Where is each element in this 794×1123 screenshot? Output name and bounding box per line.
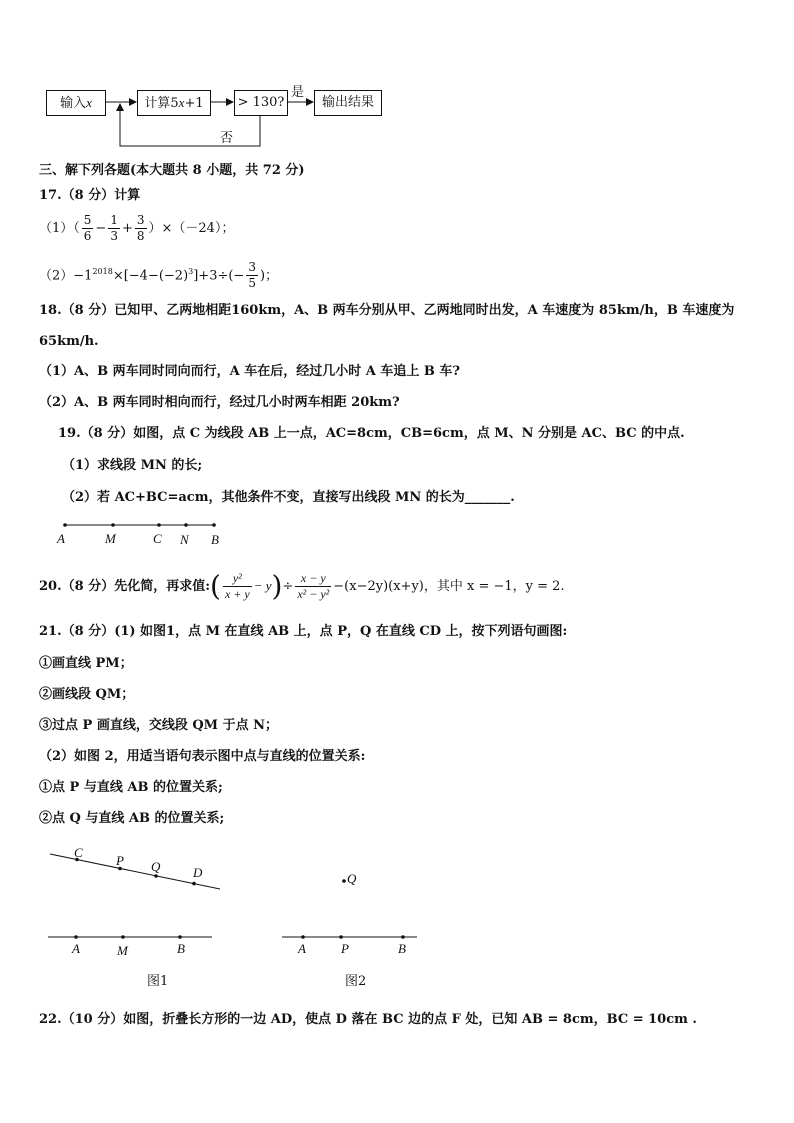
q19-pt-B: B xyxy=(211,532,219,547)
q19-pt-N: N xyxy=(180,532,189,547)
flow-compute-label: 计算5 xyxy=(144,96,179,111)
q20-tail: −(x−2y)(x+y)，其中 x = −1，y = 2. xyxy=(333,579,565,594)
q21-line1: 21.（8 分）(1) 如图1，点 M 在直线 AB 上，点 P，Q 在直线 CD 上，按下列语句画图: xyxy=(39,624,568,639)
q17-frac1-den: 6 xyxy=(83,229,92,243)
fig1-pt-M: M xyxy=(117,943,128,958)
q20-frac2-den: x² − y² xyxy=(297,587,330,601)
q19-pt-A: A xyxy=(57,531,65,546)
q20-frac1-den: x + y xyxy=(224,587,250,601)
q17-frac3-den: 8 xyxy=(136,229,145,243)
fig2-pt-B: B xyxy=(398,941,406,956)
q17-frac1-num: 5 xyxy=(83,213,92,227)
q17-frac2-num: 1 xyxy=(110,213,118,227)
q18-sub1: （1）A、B 两车同时同向而行，A 车在后，经过几小时 A 车追上 B 车? xyxy=(39,364,461,379)
flow-yes-label: 是 xyxy=(291,85,305,100)
q20-expression xyxy=(39,564,565,609)
fig2-pt-A: A xyxy=(298,941,306,956)
q17-frac2-den: 3 xyxy=(110,229,118,243)
q18-line1: 18.（8 分）已知甲、乙两地相距160km，A、B 两车分别从甲、乙两地同时出发，A 车速度为 85km/h，B 车速度为 xyxy=(39,303,735,318)
q18-sub2: （2）A、B 两车同时相向而行，经过几小时两车相距 20km? xyxy=(39,395,400,410)
fig1-pt-Q: Q xyxy=(151,859,161,874)
fig2-caption: 图2 xyxy=(345,974,367,989)
q21-step3: ③过点 P 画直线，交线段 QM 于点 N； xyxy=(39,718,279,733)
q19-segment-figure xyxy=(0,515,300,550)
q19-pt-C: C xyxy=(153,531,162,546)
fig1-pt-C: C xyxy=(74,845,83,860)
q17-part2 xyxy=(39,256,278,292)
flow-compute-var: x xyxy=(178,95,185,110)
q20-paren-open: ( xyxy=(210,569,221,603)
q17-p2-label: （2） xyxy=(39,268,74,284)
flow-compute-tail: +1 xyxy=(184,96,204,111)
q17-p2-frac xyxy=(246,260,258,291)
fig2-pt-Q: Q xyxy=(347,871,357,886)
q19-line1: 19.（8 分）如图，点 C 为线段 AB 上一点，AC=8cm，CB=6cm，点 M、N 分别是 AC、BC 的中点. xyxy=(58,426,685,441)
flow-input-var: x xyxy=(86,95,92,110)
q21-rel1: ①点 P 与直线 AB 的位置关系; xyxy=(39,780,223,795)
q20-frac2-num: x − y xyxy=(295,571,331,587)
q17-p2-d: )； xyxy=(259,268,279,284)
q17-p2-b: ×[−4−(−2) xyxy=(112,268,189,284)
q20-frac2 xyxy=(295,571,331,602)
flow-compare-label: > 130? xyxy=(237,95,285,110)
q17-frac3-num: 3 xyxy=(136,213,145,227)
flow-input-label: 输入 xyxy=(60,96,87,111)
q17-p2-frac-den: 5 xyxy=(248,276,256,291)
fig1-pt-A: A xyxy=(72,941,80,956)
q19-sub1: （1）求线段 MN 的长; xyxy=(62,458,203,473)
q17-p2-frac-num: 3 xyxy=(248,260,256,275)
q19-sub2: （2）若 AC+BC=acm，其他条件不变，直接写出线段 MN 的长为_______. xyxy=(62,490,515,505)
q21-line2: （2）如图 2，用适当语句表示图中点与直线的位置关系: xyxy=(39,749,366,764)
q21-step1: ①画直线 PM； xyxy=(39,656,133,671)
q21-rel2: ②点 Q 与直线 AB 的位置关系; xyxy=(39,811,225,826)
q21-step2: ②画线段 QM； xyxy=(39,687,135,702)
q17-frac3 xyxy=(135,213,147,244)
flow-arrows xyxy=(0,0,794,160)
fig1-caption: 图1 xyxy=(147,974,169,989)
q20-frac1-num: y² xyxy=(223,571,252,587)
fig1-pt-B: B xyxy=(177,941,185,956)
q20-minus-y: − y xyxy=(253,578,272,593)
q20-frac1 xyxy=(223,571,252,602)
q17-p1-label: （1）（ xyxy=(39,221,80,236)
q20-head: 20.（8 分）先化简，再求值: xyxy=(39,579,210,594)
q17-p2-exp: 2018 xyxy=(92,267,113,276)
fig1-pt-P: P xyxy=(116,853,124,868)
q17-p2-a: −1 xyxy=(73,268,93,284)
flow-no-label: 否 xyxy=(220,131,234,146)
q17-frac2 xyxy=(108,213,120,244)
q22-line: 22.（10 分）如图，折叠长方形的一边 AD，使点 D 落在 BC 边的点 F 处，已知 AB = 8cm，BC = 10cm . xyxy=(39,1012,697,1027)
q20-paren-close: ) xyxy=(271,569,283,603)
q18-line2: 65km/h. xyxy=(39,334,99,349)
q17-p1-tail: ）×（－24）； xyxy=(148,221,235,236)
flowchart xyxy=(0,0,794,160)
section-heading: 三、解下列各题(本大题共 8 小题，共 72 分) xyxy=(39,163,305,178)
q17-p2-exp2: 3 xyxy=(188,267,194,276)
fig2-pt-P: P xyxy=(341,941,349,956)
fig1-pt-D: D xyxy=(193,865,203,880)
q21-figure1 xyxy=(0,840,300,960)
q17-heading: 17.（8 分）计算 xyxy=(39,188,141,203)
q17-frac1 xyxy=(82,213,94,244)
q17-p2-c: ]+3÷(− xyxy=(193,268,245,284)
q20-div: ÷ xyxy=(282,579,294,594)
q19-pt-M: M xyxy=(105,531,116,546)
q17-part1: （1）（ $\frac{5}{6}$ − $\frac{1}{3}$ + $\frac{3}{8}$ ）×（－24）； xyxy=(39,213,235,243)
flow-output-label: 输出结果 xyxy=(321,95,374,110)
